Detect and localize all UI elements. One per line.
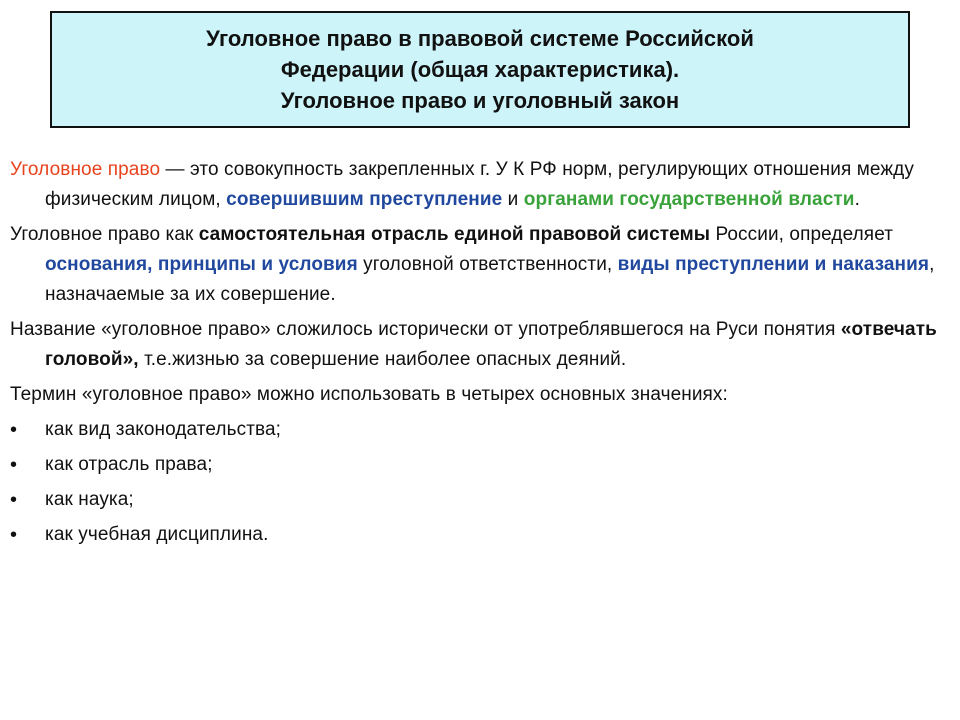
origin-text-1: Название «уголовное право» сложилось исторически от употреблявшегося на Руси понятия [10, 319, 841, 340]
title-line-1: Уголовное право в правовой системе Российской [206, 26, 754, 51]
bullet-icon: • [10, 489, 18, 511]
meanings-text: Термин «уголовное право» можно использовать в четырех основных значениях: [10, 384, 728, 405]
origin-bold: «отвечать головой», [45, 319, 937, 370]
origin-text-2: т.е.жизнью за совершение наиболее опасных деяний. [138, 349, 627, 370]
list-item [10, 450, 955, 480]
branch-text-2: России, определяет [710, 224, 894, 245]
paragraph-meanings [10, 380, 955, 410]
title-line-3: Уголовное право и уголовный закон [280, 88, 680, 113]
list-item-text: как наука; [45, 489, 134, 510]
list-item [10, 485, 955, 515]
definition-text-1: — это совокупность закрепленных г. У К РФ норм, регулирующих отношения между физическим лицом, [45, 159, 914, 210]
branch-text-1: Уголовное право как [10, 224, 199, 245]
list-item-text: как учебная дисциплина. [45, 524, 269, 545]
list-item [10, 520, 955, 550]
highlight-authorities: органами государственной власти [523, 189, 855, 210]
title-box [50, 11, 910, 128]
list-item [10, 415, 955, 445]
branch-blue-1: основания, принципы и условия [45, 254, 358, 275]
title-line-2: Федерации (общая характеристика). [280, 57, 680, 82]
meanings-list [10, 415, 955, 550]
paragraph-definition [10, 155, 955, 215]
branch-text-4: , назначаемые за их совершение. [45, 254, 935, 305]
branch-blue-2: виды преступлении и наказания [617, 254, 930, 275]
bullet-icon: • [10, 454, 18, 476]
definition-text-3: . [854, 189, 860, 210]
branch-bold: самостоятельная отрасль единой правовой системы [198, 224, 711, 245]
content-body [10, 155, 955, 555]
definition-text-2: и [502, 189, 524, 210]
list-item-text: как отрасль права; [45, 454, 213, 475]
bullet-icon: • [10, 524, 18, 546]
list-item-text: как вид законодательства; [45, 419, 282, 440]
paragraph-name-origin [10, 315, 955, 375]
term-criminal-law: Уголовное право [10, 159, 161, 180]
highlight-offender: совершившим преступление [226, 189, 503, 210]
bullet-icon: • [10, 419, 18, 441]
paragraph-branch [10, 220, 955, 310]
branch-text-3: уголовной ответственности, [357, 254, 618, 275]
